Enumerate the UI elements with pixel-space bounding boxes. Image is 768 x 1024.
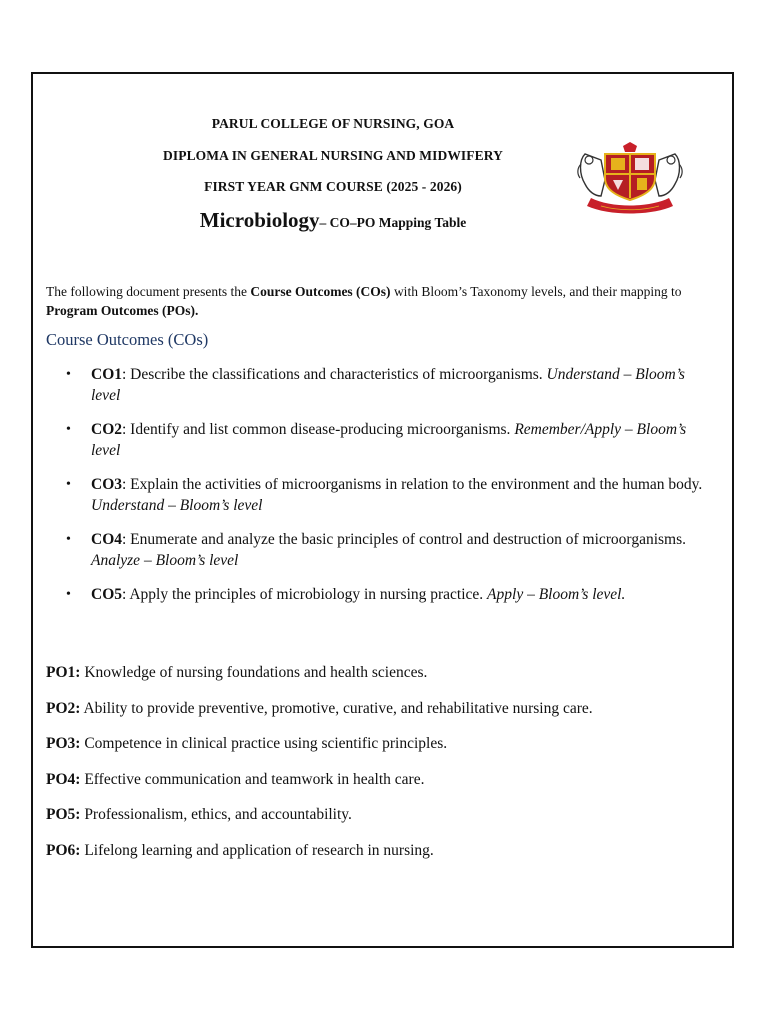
co-text: : Explain the activities of microorganisms in relation to the environment and the human body.	[122, 476, 703, 493]
co-code: CO3	[91, 476, 122, 493]
co-item-3	[46, 474, 711, 516]
po-item-3	[46, 733, 716, 754]
po-code: PO6:	[46, 841, 81, 859]
bullet-icon: •	[66, 422, 71, 437]
bullet-icon: •	[66, 587, 71, 602]
co-code: CO4	[91, 531, 122, 548]
po-item-2	[46, 698, 716, 719]
po-code: PO5:	[46, 806, 81, 823]
po-item-4	[46, 769, 716, 790]
po-code: PO3:	[46, 735, 81, 752]
po-text: Lifelong learning and application of research in nursing.	[80, 841, 434, 859]
co-text: : Apply the principles of microbiology in nursing practice.	[122, 586, 488, 603]
po-code: PO1:	[46, 664, 81, 681]
co-code: CO1	[91, 366, 122, 383]
po-text: Ability to provide preventive, promotive, curative, and rehabilitative nursing care.	[80, 699, 593, 717]
po-text: Competence in clinical practice using scientific principles.	[80, 735, 448, 752]
co-level: Understand – Bloom’s level	[91, 497, 263, 514]
intro-bold-cos: Course Outcomes (COs)	[250, 284, 391, 299]
po-item-5	[46, 804, 716, 825]
intro-paragraph	[46, 282, 726, 320]
co-level: Analyze – Bloom’s level	[91, 552, 239, 569]
po-text: Knowledge of nursing foundations and health sciences.	[80, 664, 428, 681]
diploma-name: DIPLOMA IN GENERAL NURSING AND MIDWIFERY	[163, 148, 503, 163]
co-level: Understand – Bloom’s level	[91, 366, 685, 404]
co-text: : Describe the classifications and characteristics of microorganisms.	[122, 366, 547, 383]
intro-bold-pos: Program Outcomes (POs).	[46, 303, 199, 318]
po-text: Effective communication and teamwork in health care.	[80, 770, 425, 788]
co-code: CO5	[91, 586, 122, 603]
course-year: FIRST YEAR GNM COURSE (2025 - 2026)	[204, 179, 462, 194]
document-title	[33, 208, 633, 233]
co-text: : Identify and list common disease-producing microorganisms.	[122, 421, 515, 438]
co-list	[46, 364, 711, 618]
co-code: CO2	[91, 421, 122, 438]
po-item-1	[46, 662, 716, 683]
po-list	[46, 662, 716, 875]
title-subtitle: – CO–PO Mapping Table	[319, 215, 467, 230]
intro-text-1: The following document presents the	[46, 284, 251, 299]
co-level: Apply – Bloom’s level.	[487, 586, 626, 603]
bullet-icon: •	[66, 367, 71, 382]
parul-trust-logo	[571, 140, 689, 214]
co-level: Remember/Apply – Bloom’s level	[91, 421, 687, 459]
subject-title: Microbiology	[199, 208, 320, 232]
document-page	[31, 72, 734, 948]
co-item-5	[46, 584, 711, 605]
co-item-2	[46, 419, 711, 461]
co-section-heading: Course Outcomes (COs)	[46, 330, 209, 349]
bullet-icon: •	[66, 532, 71, 547]
po-code: PO2:	[46, 699, 81, 717]
po-item-6	[46, 840, 716, 861]
co-item-1	[46, 364, 711, 406]
college-name: PARUL COLLEGE OF NURSING, GOA	[211, 116, 455, 131]
po-code: PO4:	[46, 770, 81, 788]
intro-text-2: with Bloom’s Taxonomy levels, and their mapping to	[390, 284, 682, 299]
co-item-4	[46, 529, 711, 571]
po-text: Professionalism, ethics, and accountability.	[80, 806, 352, 823]
co-text: : Enumerate and analyze the basic principles of control and destruction of microorganisms.	[122, 531, 686, 548]
bullet-icon: •	[66, 477, 71, 492]
